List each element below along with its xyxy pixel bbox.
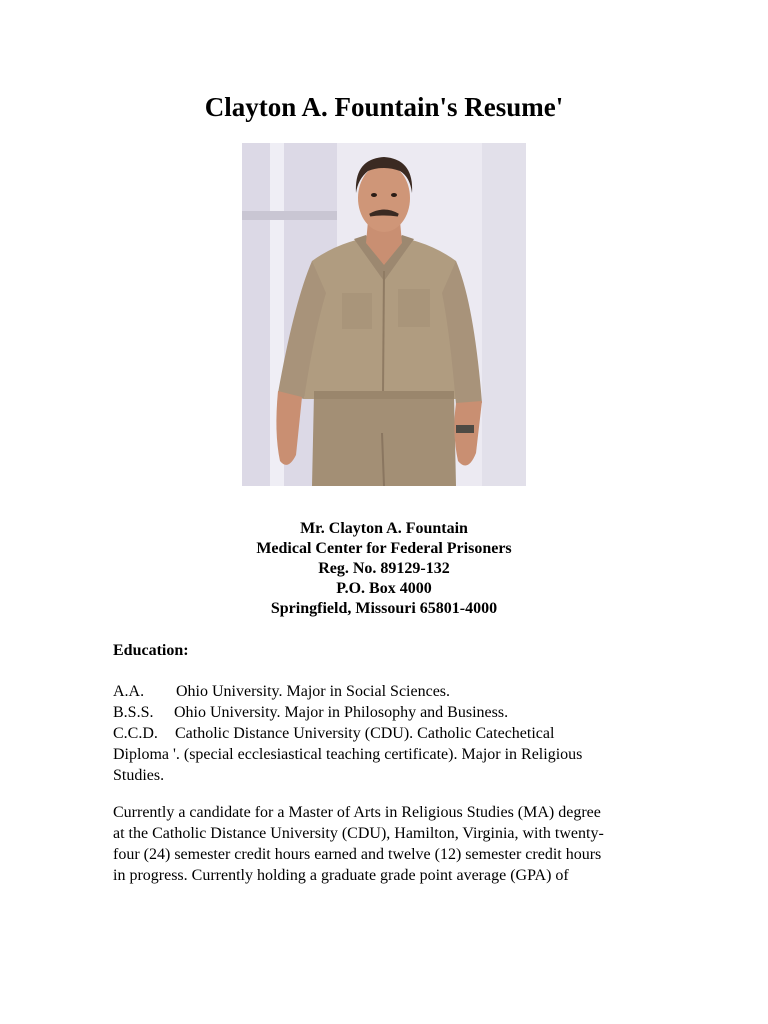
degree-text: Ohio University. Major in Social Sciences. (176, 683, 451, 700)
degree-abbr: A.A. (113, 683, 145, 700)
paragraph-line: in progress. Currently holding a graduate grade point average (GPA) of (113, 867, 569, 884)
paragraph-line: at the Catholic Distance University (CDU), Hamilton, Virginia, with twenty- (113, 825, 604, 842)
degree-continuation: Studies. (113, 767, 165, 784)
address-po-box: P.O. Box 4000 (336, 580, 432, 597)
degree-text: Ohio University. Major in Philosophy and Business. (174, 704, 509, 721)
ma-candidacy-paragraph (113, 802, 658, 886)
degree-text: Catholic Distance University (CDU). Catholic Catechetical (175, 725, 555, 742)
degree-item (113, 681, 658, 702)
page-title: Clayton A. Fountain's Resume' (204, 92, 564, 122)
education-heading: Education: (113, 642, 189, 659)
mailing-address (0, 519, 768, 619)
degree-continuation: Diploma '. (special ecclesiastical teaching certificate). Major in Religious (113, 746, 583, 763)
degree-abbr: C.C.D. (113, 725, 158, 742)
address-name: Mr. Clayton A. Fountain (300, 520, 468, 537)
address-institution: Medical Center for Federal Prisoners (256, 540, 512, 557)
degree-item (113, 702, 658, 723)
degree-abbr: B.S.S. (113, 704, 154, 721)
portrait-photo (242, 143, 526, 486)
degree-item (113, 723, 658, 744)
paragraph-line: Currently a candidate for a Master of Arts in Religious Studies (MA) degree (113, 804, 601, 821)
paragraph-line: four (24) semester credit hours earned and twelve (12) semester credit hours (113, 846, 602, 863)
address-reg-no: Reg. No. 89129-132 (318, 560, 450, 577)
address-city: Springfield, Missouri 65801-4000 (270, 600, 498, 617)
degree-list (113, 681, 658, 786)
